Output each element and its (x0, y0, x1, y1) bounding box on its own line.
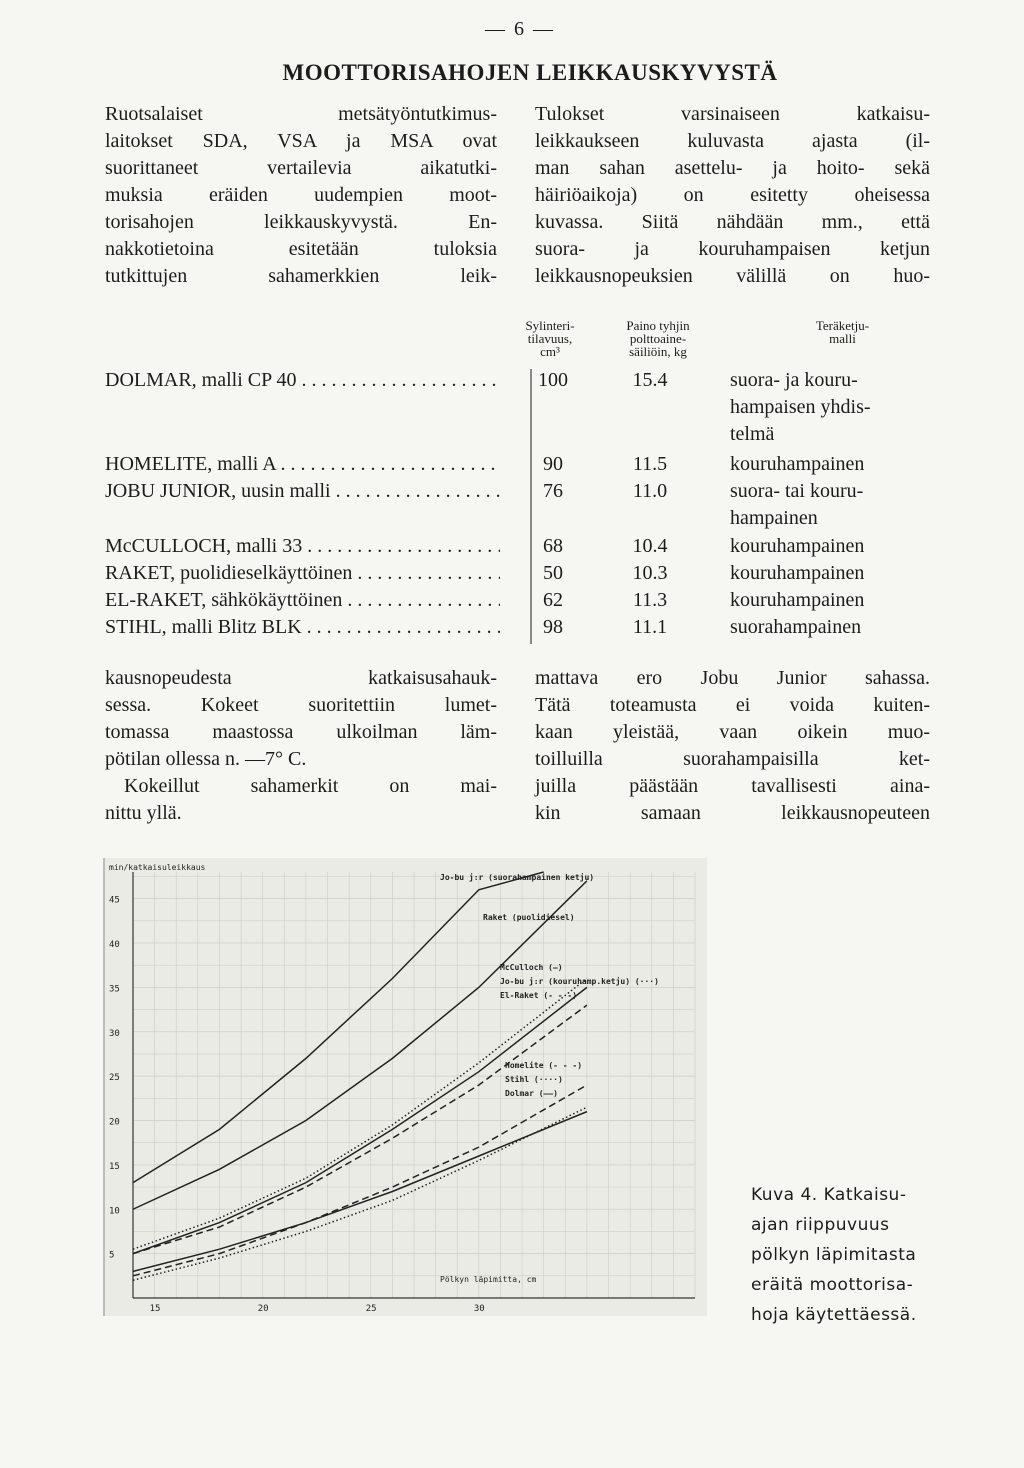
x-tick-label: 15 (149, 1304, 161, 1314)
x-tick-label: 30 (473, 1304, 485, 1314)
saw-name: DOLMAR, malli CP 40 . . . (105, 367, 500, 394)
saw-chain (730, 478, 940, 532)
x-tick-label: 20 (257, 1304, 269, 1314)
y-tick-label: 5 (109, 1250, 115, 1261)
saw-chain (730, 533, 940, 560)
body-text-left (105, 665, 497, 827)
chain-line: hampainen (730, 507, 818, 529)
saw-volume: 68 (543, 535, 563, 557)
caption-line: Kuva 4. Katkaisu- (751, 1185, 907, 1205)
y-tick-label: 20 (109, 1117, 120, 1128)
text-line: muksia eräiden uudempien moot- (105, 184, 497, 206)
intro-text-left (105, 101, 497, 290)
text-line: kin samaan leikkausnopeuteen (535, 802, 930, 824)
legend-label: Jo-bu j:r (kouruhamp.ketju) (···) (500, 977, 659, 986)
header-line: Sylinteri- (525, 318, 575, 333)
y-tick-label: 35 (109, 984, 120, 995)
cutting-time-chart (103, 858, 707, 1316)
text-line: torisahojen leikkauskyvystä. En- (105, 211, 497, 233)
header-line: säiliöin, kg (629, 344, 687, 359)
legend-label: McCulloch (—) (500, 963, 563, 972)
chain-line: suora- tai kouru- (730, 480, 864, 502)
header-line: Teräketju- (815, 318, 870, 333)
text-line: sessa. Kokeet suoritettiin lumet- (105, 694, 497, 716)
text-line: tomassa maastossa ulkoilman läm- (105, 721, 497, 743)
y-tick-label: 15 (109, 1161, 120, 1172)
legend-label: Dolmar (——) (505, 1089, 558, 1098)
text-line: man sahan asettelu- ja hoito- sekä (535, 157, 930, 179)
saw-chain (730, 451, 940, 478)
saw-chain (730, 614, 940, 641)
caption-line: ajan riippuvuus (751, 1215, 890, 1235)
chain-line: kouruhampainen (730, 535, 865, 557)
text-line: Ruotsalaiset metsätyöntutkimus- (105, 103, 497, 125)
saw-volume: 100 (538, 369, 568, 391)
chain-line: hampaisen yhdis- (730, 396, 871, 418)
saw-chain (730, 587, 940, 614)
saw-weight: 11.5 (632, 453, 668, 475)
text-line: toilluilla suorahampaisilla ket- (535, 748, 930, 770)
saw-name: RAKET, puolidieselkäyttöinen . . . (105, 560, 500, 587)
saw-name: HOMELITE, malli A . . . (105, 451, 500, 478)
saw-weight: 11.3 (632, 589, 668, 611)
text-line: Tulokset varsinaiseen katkaisu- (535, 103, 930, 125)
saw-name: EL-RAKET, sähkökäyttöinen . . . (105, 587, 500, 614)
text-line: nittu yllä. (105, 802, 182, 824)
text-line: häiriöaikoja) on esitetty oheisessa (535, 184, 930, 206)
saw-volume: 62 (543, 589, 563, 611)
saw-name: STIHL, malli Blitz BLK . . . (105, 614, 500, 641)
chain-line: suorahampainen (730, 616, 862, 638)
saw-weight: 11.0 (632, 480, 668, 502)
y-tick-label: 30 (109, 1028, 120, 1039)
text-line: kausnopeudesta katkaisusahauk- (105, 667, 497, 689)
chain-line: kouruhampainen (730, 562, 865, 584)
header-line: malli (829, 331, 856, 346)
caption-line: eräitä moottorisa- (751, 1275, 914, 1295)
body-text-right (535, 665, 930, 827)
legend-label: Raket (puolidiesel) (483, 913, 575, 922)
header-line: cm³ (540, 344, 560, 359)
saw-spec-table (105, 317, 935, 647)
x-axis-label: Pölkyn läpimitta, cm (440, 1275, 537, 1284)
chart-svg (105, 858, 707, 1316)
saw-weight: 11.1 (632, 616, 668, 638)
header-line: polttoaine- (629, 331, 687, 346)
text-line: pötilan ollessa n. —7° C. (105, 748, 307, 770)
text-line: suorittaneet vertailevia aikatutki- (105, 157, 497, 179)
saw-volume: 76 (543, 480, 563, 502)
series-line (133, 1005, 587, 1254)
series-line (133, 881, 587, 1209)
text-line: leikkaukseen kuluvasta ajasta (il- (535, 130, 930, 152)
series-line (133, 1085, 587, 1276)
legend-label: Homelite (- - -) (505, 1061, 583, 1070)
figure-caption (751, 1180, 951, 1330)
caption-line: pölkyn läpimitasta (751, 1245, 917, 1265)
text-line: suora- ja kouruhampaisen ketjun (535, 238, 930, 260)
text-line: juilla päästään tavallisesti aina- (535, 775, 930, 797)
text-line: laitokset SDA, VSA ja MSA ovat (105, 130, 497, 152)
chain-line: kouruhampainen (730, 453, 865, 475)
y-tick-label: 10 (109, 1206, 120, 1217)
y-tick-label: 45 (109, 895, 120, 906)
saw-chain (730, 560, 940, 587)
y-axis-label: min/katkaisuleikkaus (109, 863, 206, 872)
saw-volume: 50 (543, 562, 563, 584)
caption-line: hoja käytettäessä. (751, 1305, 917, 1325)
chain-line: suora- ja kouru- (730, 369, 858, 391)
y-tick-label: 40 (109, 940, 120, 950)
legend-label: Stihl (····) (505, 1075, 563, 1084)
text-line: kaan yleistää, vaan oikein muo- (535, 721, 930, 743)
page-number: — 6 — (485, 18, 555, 40)
saw-name: McCULLOCH, malli 33 . . . (105, 533, 500, 560)
text-line: leikkausnopeuksien välillä on huo- (535, 265, 930, 287)
text-line: nakkotietoina esitetään tuloksia (105, 238, 497, 260)
text-line: Kokeillut sahamerkit on mai- (124, 775, 497, 797)
header-line: Paino tyhjin (626, 318, 690, 333)
saw-name: JOBU JUNIOR, uusin malli . . . (105, 478, 500, 505)
saw-volume: 90 (543, 453, 563, 475)
legend-label: Jo-bu j:r (suorahampainen ketju) (440, 873, 595, 882)
intro-text-right (535, 101, 930, 290)
text-line: kuvassa. Siitä nähdään mm., että (535, 211, 930, 233)
page-title: MOOTTORISAHOJEN LEIKKAUSKYVYSTÄ (282, 60, 778, 85)
legend-label: El-Raket (- - -) (500, 991, 578, 1000)
series-line (133, 1112, 587, 1272)
chain-line: telmä (730, 423, 775, 445)
y-tick-label: 25 (109, 1073, 120, 1084)
saw-volume: 98 (543, 616, 563, 638)
header-line: tilavuus, (527, 331, 573, 346)
header-chain (765, 319, 920, 345)
saw-weight: 10.3 (632, 562, 668, 584)
text-line: tutkittujen sahamerkkien leik- (105, 265, 497, 287)
saw-chain (730, 367, 940, 448)
header-weight (598, 319, 718, 358)
series-line (133, 979, 587, 1250)
saw-weight: 10.4 (632, 535, 668, 557)
text-line: Tätä toteamusta ei voida kuiten- (535, 694, 930, 716)
x-tick-label: 25 (365, 1304, 377, 1314)
saw-weight: 15.4 (632, 369, 668, 391)
header-volume (505, 319, 595, 358)
text-line: mattava ero Jobu Junior sahassa. (535, 667, 930, 689)
chain-line: kouruhampainen (730, 589, 865, 611)
